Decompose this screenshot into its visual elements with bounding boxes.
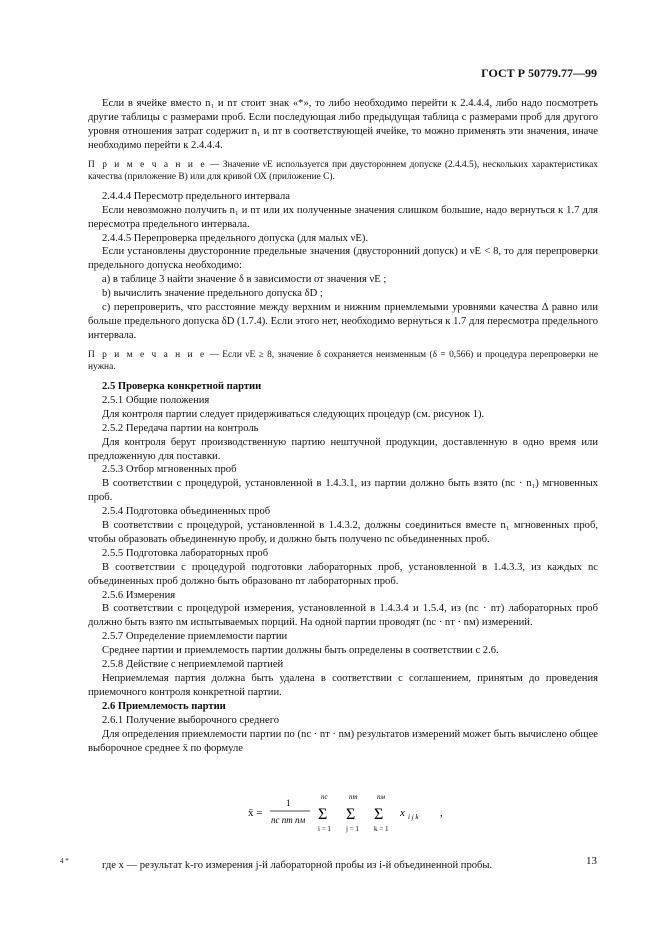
- sum2-symbol: Σ: [346, 806, 356, 824]
- formula-explanation: где x — результат k-го измерения j-й лабораторной пробы из i-й объединенной пробы.: [102, 860, 493, 872]
- document-header: ГОСТ Р 50779.77—99: [481, 66, 597, 80]
- paragraph: В соответствии с процедурой, установленной в 1.4.3.2, должны соединиться вместе n₁ мгновенных проб, чтобы образовать объединенную пробу, и должно быть получено nc объединенных проб.: [88, 520, 598, 545]
- note: [88, 349, 598, 374]
- formula-graphic: [88, 789, 598, 835]
- formula-term-sub: i j k: [408, 813, 419, 822]
- sum3-symbol: Σ: [374, 806, 384, 824]
- sum3-upper: nм: [377, 793, 385, 802]
- formula-lhs: x̄ =: [248, 807, 263, 820]
- section-title: 2.5.5 Подготовка лабораторных проб: [102, 547, 269, 559]
- paragraph: Для контроля партии следует придерживаться следующих процедур (см. рисунок 1).: [102, 408, 485, 420]
- signature-mark: 4 *: [60, 857, 69, 865]
- note-label: П р и м е ч а н и е: [88, 159, 207, 170]
- section-title: 2.4.4.5 Перепроверка предельного допуска (для малых νE).: [102, 232, 369, 244]
- paragraph: В соответствии с процедурой подготовки лабораторных проб, установленной в 1.4.3.3, из каждых nc объединенных проб должно быть образовано nт лабораторных проб.: [88, 561, 598, 587]
- paragraph: Для контроля берут производственную партию нештучной продукции, доставленную в одно время или предложенную для поставки.: [88, 436, 598, 462]
- sum2-upper: nт: [349, 793, 358, 802]
- list-item: b) вычислить значение предельного допуска δD ;: [102, 288, 323, 300]
- section-heading: 2.6 Приемлемость партии: [102, 700, 226, 712]
- paragraph: В соответствии с процедурой, установленной в 1.4.3.1, из партии должно быть взято (nc · n₁) мгновенных проб.: [88, 478, 598, 504]
- formula-tail: ,: [440, 807, 443, 820]
- sum1-lower: i = 1: [318, 825, 331, 834]
- formula-term: x: [400, 807, 405, 820]
- paragraph: Если установлены двусторонние предельные значения (двусторонний допуск) и νE < 8, то для перепроверки предельного допуска необходимо:: [88, 246, 598, 272]
- paragraph: Если невозможно получить n₁ и nт или их полученные значения слишком большие, надо вернуться к 1.7 для пересмотра предельного интервала.: [88, 204, 598, 230]
- section-title: 2.4.4.4 Пересмотр предельного интервала: [102, 190, 291, 202]
- list-item: c) перепроверить, что расстояние между верхним и нижним приемлемыми уровнями качества Δ равно или больше предельного допуска δD (1.7.4). Если этого нет, необходимо вернуться к 1.7 для пересмотра предельного интервала.: [88, 302, 598, 341]
- section-title: 2.5.1 Общие положения: [102, 394, 210, 406]
- formula-denominator: nc nт nм: [271, 815, 306, 826]
- sum3-lower: k = 1: [374, 825, 389, 834]
- section-title: 2.5.4 Подготовка объединенных проб: [102, 506, 271, 518]
- page-body: [88, 97, 598, 873]
- section-title: 2.5.8 Действие с неприемлемой партией: [102, 659, 284, 671]
- note-label: П р и м е ч а н и е: [88, 349, 207, 360]
- note-text: — Значение νE используется при двустороннем допуске (2.4.4.5), нескольких характеристиках качества (приложение В) или для кривой ОХ (приложение С).: [88, 159, 598, 183]
- paragraph: Если в ячейке вместо n₁ и nт стоит знак «*», то либо необходимо перейти к 2.4.4.4, либо надо посмотреть другие таблицы с размерами проб. Если последующая либо предыдущая таблица с размерами проб для другого уровня отношения затрат содержит n₁ и nт в соответствующей ячейке, то можно применять эти значения, иначе необходимо перейти к 2.4.4.4.: [88, 98, 598, 151]
- sum1-symbol: Σ: [318, 806, 328, 824]
- paragraph: В соответствии с процедурой измерения, установленной в 1.4.3.4 и 1.5.4, из (nc · nт) лабораторных проб должно быть взято nм испытываемых порций. На одной партии проводят (nc · nт · nм) измерений.: [88, 603, 598, 629]
- section-title: 2.5.2 Передача партии на контроль: [102, 422, 259, 434]
- sum1-upper: nc: [321, 793, 328, 802]
- section-title: 2.5.7 Определение приемлемости партии: [102, 631, 288, 643]
- note: [88, 159, 598, 184]
- sum2-lower: j = 1: [346, 825, 359, 834]
- mean-formula: [88, 789, 598, 834]
- section-title: 2.5.3 Отбор мгновенных проб: [102, 464, 237, 476]
- note-text: — Если νE ≥ 8, значение δ сохраняется неизменным (δ = 0,566) и процедура перепроверки не нужна.: [88, 349, 599, 373]
- paragraph: Для определения приемлемости партии по (nc · nт · nм) результатов измерений может быть вычислено общее выборочное среднее x̄ по формуле: [88, 728, 598, 754]
- section-title: 2.6.1 Получение выборочного среднего: [102, 714, 280, 726]
- paragraph: Неприемлемая партия должна быть удалена в соответствии с соглашением, принятым до проведения приемочного контроля конкретной партии.: [88, 673, 598, 698]
- formula-numerator: 1: [286, 798, 291, 809]
- list-item: a) в таблице 3 найти значение δ в зависимости от значения νE ;: [102, 274, 387, 286]
- page-number: 13: [586, 855, 597, 867]
- section-heading: 2.5 Проверка конкретной партии: [102, 380, 262, 392]
- paragraph: Среднее партии и приемлемость партии должны быть определены в соответствии с 2.6.: [102, 645, 499, 657]
- section-title: 2.5.6 Измерения: [102, 589, 176, 601]
